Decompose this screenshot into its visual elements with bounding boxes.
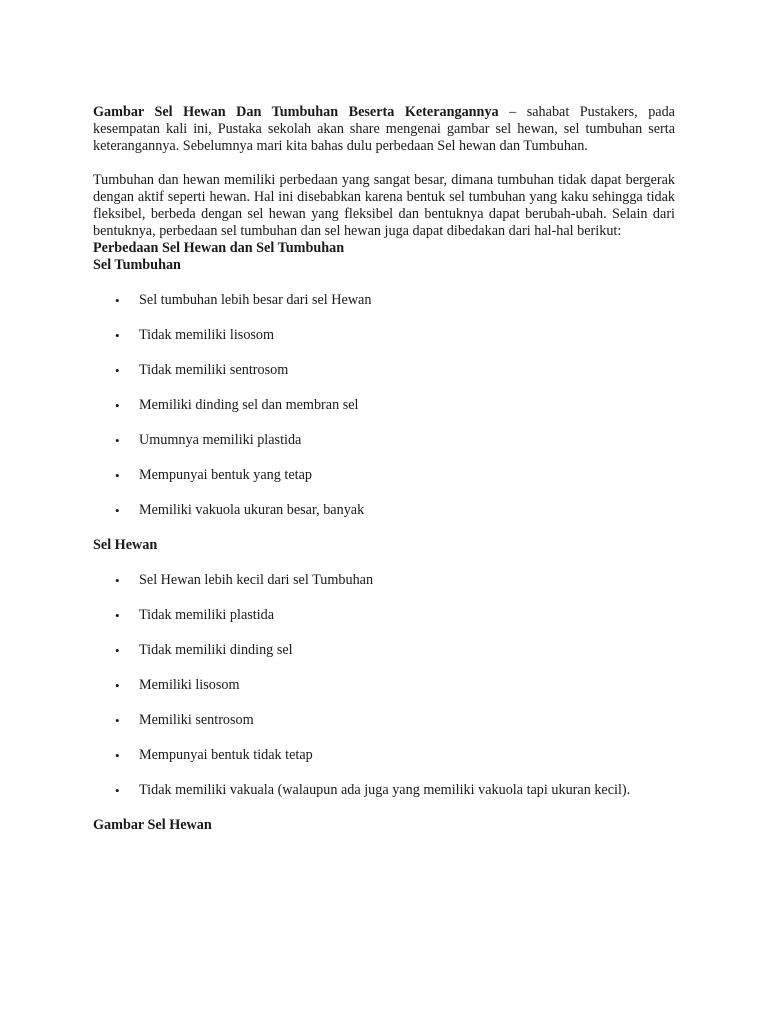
- list-item-text: Sel tumbuhan lebih besar dari sel Hewan: [139, 292, 372, 308]
- list-item: [93, 642, 675, 659]
- list-item: [93, 327, 675, 344]
- body-paragraph: Tumbuhan dan hewan memiliki perbedaan yang sangat besar, dimana tumbuhan tidak dapat bergerak dengan aktif seperti hewan. Hal ini disebabkan karena bentuk sel tumbuhan yang kaku sehingga tidak fleksibel, berbeda dengan sel hewan yang fleksibel dan bentuknya dapat berubah-ubah. Selain dari bentuknya, perbedaan sel tumbuhan dan sel hewan juga dapat dibedakan dari hal-hal berikut:: [93, 172, 675, 239]
- heading-gambar-sel-hewan: Gambar Sel Hewan: [93, 817, 212, 833]
- list-item: [93, 607, 675, 624]
- bullet-icon: •: [115, 328, 120, 343]
- list-item: [93, 782, 675, 799]
- bullet-icon: •: [115, 363, 120, 378]
- bullet-icon: •: [115, 468, 120, 483]
- bullet-icon: •: [115, 503, 120, 518]
- intro-paragraph: [93, 104, 675, 155]
- list-item-text: Memiliki lisosom: [139, 677, 240, 693]
- heading-sel-hewan: Sel Hewan: [93, 537, 158, 553]
- sel-tumbuhan-list: [93, 292, 675, 519]
- list-item-text: Mempunyai bentuk tidak tetap: [139, 747, 313, 763]
- list-item-text: Tidak memiliki plastida: [139, 607, 275, 623]
- list-item-text: Tidak memiliki dinding sel: [139, 642, 293, 658]
- document-content: [93, 104, 675, 834]
- list-item-text: Sel Hewan lebih kecil dari sel Tumbuhan: [139, 572, 374, 588]
- list-item: [93, 572, 675, 589]
- list-item-text: Memiliki vakuola ukuran besar, banyak: [139, 502, 365, 518]
- bullet-icon: •: [115, 783, 120, 798]
- list-item-text: Tidak memiliki vakuala (walaupun ada juga yang memiliki vakuola tapi ukuran kecil).: [139, 782, 631, 798]
- bullet-icon: •: [115, 398, 120, 413]
- heading-perbedaan: Perbedaan Sel Hewan dan Sel Tumbuhan: [93, 240, 345, 256]
- list-item: [93, 502, 675, 519]
- list-item-text: Tidak memiliki sentrosom: [139, 362, 289, 378]
- sel-hewan-list: [93, 572, 675, 799]
- list-item-text: Umumnya memiliki plastida: [139, 432, 302, 448]
- list-item: [93, 432, 675, 449]
- heading-sel-tumbuhan: Sel Tumbuhan: [93, 257, 181, 273]
- bullet-icon: •: [115, 608, 120, 623]
- list-item: [93, 467, 675, 484]
- list-item: [93, 397, 675, 414]
- list-item: [93, 747, 675, 764]
- list-item-text: Memiliki dinding sel dan membran sel: [139, 397, 359, 413]
- bullet-icon: •: [115, 573, 120, 588]
- list-item-text: Memiliki sentrosom: [139, 712, 254, 728]
- bullet-icon: •: [115, 713, 120, 728]
- list-item: [93, 712, 675, 729]
- bullet-icon: •: [115, 433, 120, 448]
- list-item: [93, 677, 675, 694]
- bullet-icon: •: [115, 643, 120, 658]
- list-item: [93, 292, 675, 309]
- list-item: [93, 362, 675, 379]
- bullet-icon: •: [115, 748, 120, 763]
- list-item-text: Mempunyai bentuk yang tetap: [139, 467, 312, 483]
- bullet-icon: •: [115, 678, 120, 693]
- intro-title: Gambar Sel Hewan Dan Tumbuhan Beserta Keterangannya: [93, 104, 499, 120]
- bullet-icon: •: [115, 293, 120, 308]
- intro-text: – sahabat Pustakers, pada kesempatan kali ini, Pustaka sekolah akan share mengenai gambar sel hewan, sel tumbuhan serta keterangannya. Sebelumnya mari kita bahas dulu perbedaan Sel hewan dan Tumbuhan.: [93, 104, 675, 154]
- list-item-text: Tidak memiliki lisosom: [139, 327, 275, 343]
